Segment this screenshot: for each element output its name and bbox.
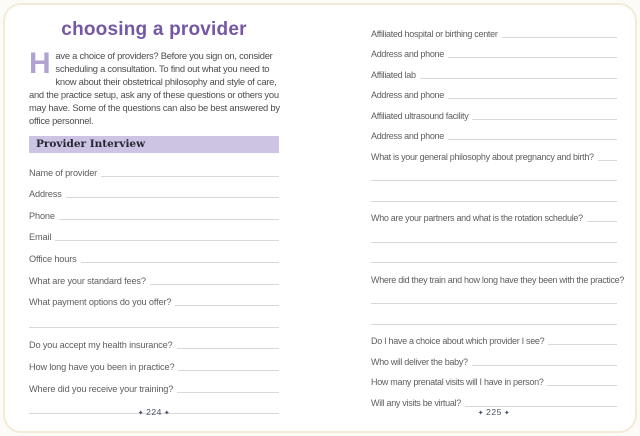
field-label: Phone xyxy=(29,210,55,221)
write-in-line xyxy=(150,284,279,285)
field-label: Where did you receive your training? xyxy=(29,383,174,394)
field-label: Affiliated ultrasound facility xyxy=(371,110,469,121)
field-label: Address and phone xyxy=(371,131,444,141)
field-row xyxy=(371,59,617,80)
write-in-line xyxy=(66,197,279,198)
field-label: Will any visits be virtual? xyxy=(371,397,461,408)
write-in-line xyxy=(177,392,279,393)
write-in-line xyxy=(371,180,617,181)
field-row xyxy=(29,156,279,178)
field-row xyxy=(371,100,617,121)
blank-write-in-row xyxy=(371,305,617,326)
field-row xyxy=(29,286,279,308)
section-header-banner xyxy=(29,136,279,153)
field-label: Who are your partners and what is the rotation schedule? xyxy=(371,213,583,223)
page-number-left: 224 xyxy=(146,407,162,417)
page-footer-right xyxy=(371,407,617,417)
page-card xyxy=(3,3,637,433)
blank-write-in-row xyxy=(371,285,617,306)
write-in-line xyxy=(448,57,617,58)
footer-ornament-icon: ✦ xyxy=(503,410,511,417)
field-label: Do I have a choice about which provider I see? xyxy=(371,336,545,346)
field-label: Who will deliver the baby? xyxy=(371,356,468,367)
field-row xyxy=(371,387,617,408)
book-page-right xyxy=(371,15,625,408)
field-label: Affiliated hospital or birthing center xyxy=(371,28,498,39)
field-row xyxy=(29,264,279,286)
field-label: Do you accept my health insurance? xyxy=(29,340,173,351)
write-in-line xyxy=(502,37,617,38)
write-in-line xyxy=(371,303,617,304)
field-row xyxy=(29,221,279,243)
drop-cap: H xyxy=(29,47,51,80)
write-in-line xyxy=(448,139,617,140)
field-row xyxy=(371,39,617,60)
field-row xyxy=(29,329,279,351)
page-footer-left xyxy=(29,407,279,417)
intro-text: ave a choice of providers? Before you sign on, consider scheduling a consultation. To find out what you need to know about their obstetrical philosophy and style of care, and the practice setup, ask any of these questions or others you may have. Some of the questions can also be best answered by office personnel. xyxy=(29,50,280,126)
field-row xyxy=(371,141,617,162)
right-page-fields xyxy=(371,18,625,408)
field-row xyxy=(29,350,279,372)
intro-paragraph xyxy=(29,49,281,127)
write-in-line xyxy=(420,78,617,79)
field-row xyxy=(371,80,617,101)
write-in-line xyxy=(55,240,279,241)
field-row xyxy=(371,18,617,39)
write-in-line xyxy=(598,160,617,161)
page-number-right: 225 xyxy=(486,407,502,417)
field-label: What is your general philosophy about pregnancy and birth? xyxy=(371,151,594,162)
field-row xyxy=(371,121,617,142)
footer-ornament-icon: ✦ xyxy=(477,410,485,417)
section-header-label: Provider Interview xyxy=(36,138,146,150)
field-label: How many prenatal visits will I have in person? xyxy=(371,377,544,387)
field-row xyxy=(371,346,617,367)
field-label: Affiliated lab xyxy=(371,69,416,80)
field-row xyxy=(371,326,617,347)
write-in-line xyxy=(101,176,279,177)
book-page-left xyxy=(29,15,279,415)
write-in-line xyxy=(371,201,617,202)
field-label: Office hours xyxy=(29,253,77,264)
field-label: What payment options do you offer? xyxy=(29,297,172,308)
field-row xyxy=(29,372,279,394)
field-row xyxy=(29,199,279,221)
field-label: Email xyxy=(29,232,52,243)
blank-write-in-row xyxy=(371,182,617,203)
field-label: Address and phone xyxy=(371,49,444,59)
write-in-line xyxy=(548,344,617,345)
write-in-line xyxy=(177,348,279,349)
write-in-line xyxy=(472,119,617,120)
field-row xyxy=(371,264,625,285)
left-page-fields xyxy=(29,156,279,415)
field-label: Where did they train and how long have they been with the practice? xyxy=(371,274,625,285)
field-row xyxy=(29,178,279,200)
footer-ornament-icon: ✦ xyxy=(137,410,145,417)
write-in-line xyxy=(547,385,617,386)
write-in-line xyxy=(29,327,279,328)
page-title: choosing a provider xyxy=(61,19,247,40)
field-label: How long have you been in practice? xyxy=(29,361,175,372)
write-in-line xyxy=(371,262,617,263)
blank-write-in-row xyxy=(371,223,617,244)
write-in-line xyxy=(175,305,279,306)
blank-write-in-row xyxy=(29,307,279,329)
field-label: What are your standard fees? xyxy=(29,275,146,286)
field-label: Address xyxy=(29,189,62,200)
write-in-line xyxy=(178,370,279,371)
write-in-line xyxy=(472,365,617,366)
blank-write-in-row xyxy=(371,244,617,265)
field-row xyxy=(29,242,279,264)
write-in-line xyxy=(371,242,617,243)
footer-ornament-icon: ✦ xyxy=(163,410,171,417)
write-in-line xyxy=(59,219,279,220)
field-label: Address and phone xyxy=(371,90,444,100)
write-in-line xyxy=(587,221,617,222)
write-in-line xyxy=(81,262,279,263)
field-label: Name of provider xyxy=(29,167,98,178)
field-row xyxy=(371,203,617,224)
write-in-line xyxy=(448,98,617,99)
blank-write-in-row xyxy=(371,162,617,183)
field-row xyxy=(371,367,617,388)
write-in-line xyxy=(371,324,617,325)
